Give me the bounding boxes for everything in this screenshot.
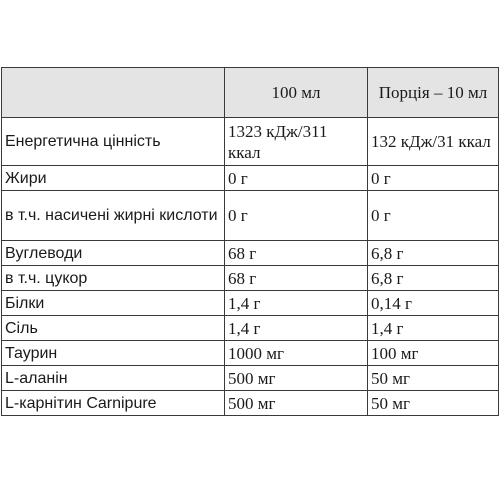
table-row <box>2 241 499 266</box>
value-per-100ml: 0 г <box>225 166 368 191</box>
nutrient-name: Жири <box>2 166 225 191</box>
table-row <box>2 291 499 316</box>
nutrient-name: Білки <box>2 291 225 316</box>
value-portion: 0,14 г <box>368 291 499 316</box>
nutrient-name: Сіль <box>2 316 225 341</box>
value-portion: 6,8 г <box>368 241 499 266</box>
value-portion: 100 мг <box>368 341 499 366</box>
nutrient-name: L-карнітин Carnipure <box>2 391 225 416</box>
value-per-100ml: 1,4 г <box>225 291 368 316</box>
value-per-100ml: 0 г <box>225 191 368 241</box>
value-portion: 0 г <box>368 166 499 191</box>
value-portion: 1,4 г <box>368 316 499 341</box>
value-per-100ml: 1,4 г <box>225 316 368 341</box>
table-row <box>2 341 499 366</box>
value-portion: 6,8 г <box>368 266 499 291</box>
value-portion: 132 кДж/31 ккал <box>368 118 499 166</box>
value-per-100ml: 1000 мг <box>225 341 368 366</box>
value-portion: 0 г <box>368 191 499 241</box>
value-per-100ml: 500 мг <box>225 366 368 391</box>
nutrient-name: Таурин <box>2 341 225 366</box>
table-row <box>2 266 499 291</box>
nutrient-name: Вуглеводи <box>2 241 225 266</box>
table-row <box>2 118 499 166</box>
value-portion: 50 мг <box>368 366 499 391</box>
table-row <box>2 191 499 241</box>
value-portion: 50 мг <box>368 391 499 416</box>
nutrient-name: в т.ч. цукор <box>2 266 225 291</box>
nutrient-name: Енергетична цінність <box>2 118 225 166</box>
value-per-100ml: 68 г <box>225 266 368 291</box>
header-cell-portion: Порція – 10 мл <box>368 68 499 118</box>
table-row <box>2 366 499 391</box>
nutrient-name: в т.ч. насичені жирні кислоти <box>2 191 225 241</box>
header-row <box>2 68 499 118</box>
value-per-100ml: 500 мг <box>225 391 368 416</box>
header-cell-empty <box>2 68 225 118</box>
value-per-100ml: 1323 кДж/311 ккал <box>225 118 368 166</box>
header-cell-per-100ml: 100 мл <box>225 68 368 118</box>
table-row <box>2 316 499 341</box>
nutrition-table <box>1 67 499 416</box>
value-per-100ml: 68 г <box>225 241 368 266</box>
table-row <box>2 166 499 191</box>
nutrient-name: L-аланін <box>2 366 225 391</box>
table-row <box>2 391 499 416</box>
